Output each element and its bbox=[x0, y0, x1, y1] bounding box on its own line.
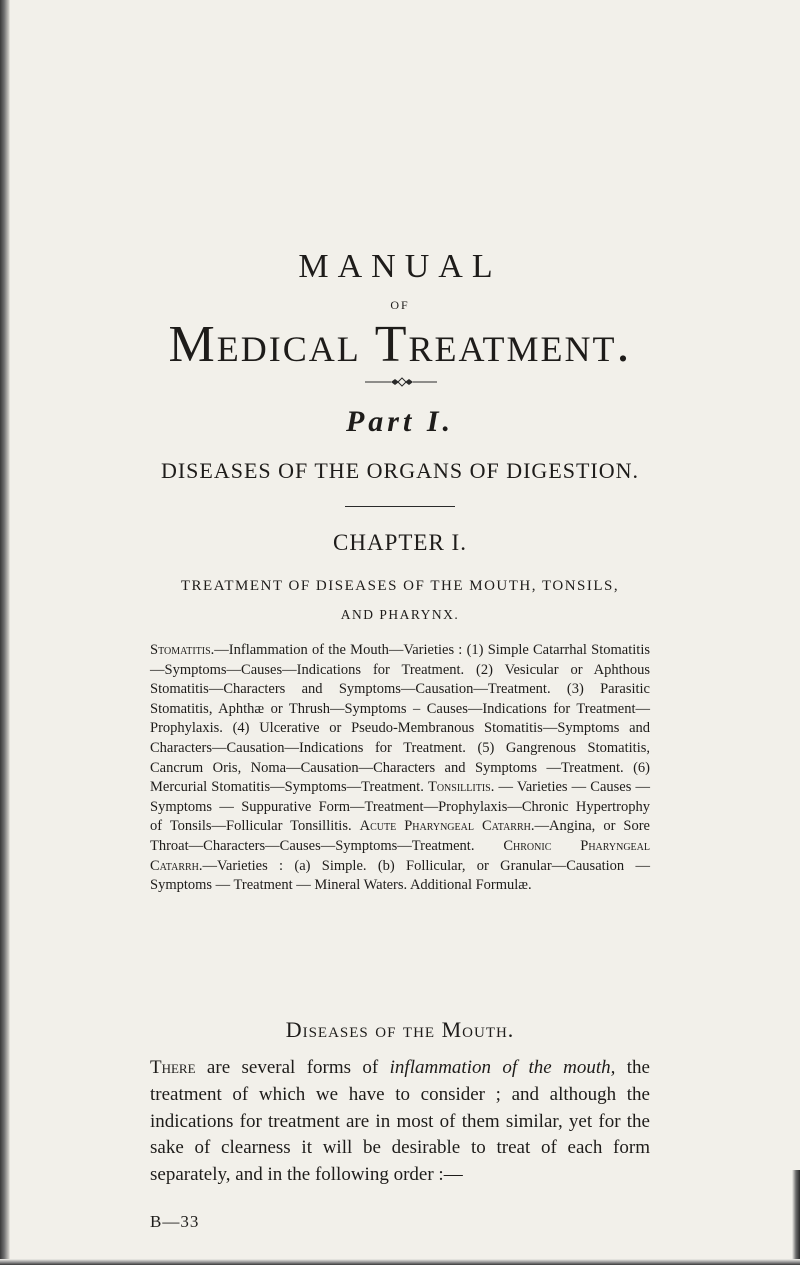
summary-chronic-text: —Varieties : (a) Simple. (b) Follicular, or Granular—Causation — Symptoms — Treatment — Mineral Waters. Additional Formulæ. bbox=[150, 857, 650, 894]
summary-acute-label: Acute Pharyngeal Catarrh. bbox=[359, 818, 535, 835]
chapter-heading: CHAPTER I. bbox=[333, 530, 467, 555]
chapter-subject-line-1: TREATMENT OF DISEASES OF THE MOUTH, TONSILS, bbox=[180, 578, 620, 594]
part-subtitle: DISEASES OF THE ORGANS OF DIGESTION. bbox=[160, 458, 640, 483]
body-paragraph bbox=[150, 1055, 650, 1189]
title-main: Medical Treatment. bbox=[168, 316, 632, 373]
part-heading: Part I. bbox=[345, 405, 454, 438]
summary-chronic-label: Chronic Pharyngeal Catarrh. bbox=[150, 837, 650, 874]
summary-acute-text: —Angina, or Sore Throat—Characters—Causes—Symptoms—Treatment. bbox=[150, 818, 650, 854]
section-heading: Diseases of the Mouth. bbox=[285, 1017, 515, 1042]
body-text-2: the treatment of which we have to consider ; and although the indications for treatment are in most of them similar, yet for the sake of clearness it will be desirable to treat of each form separately, and in the following order :— bbox=[150, 1057, 650, 1186]
chapter-subject-line-2: AND PHARYNX. bbox=[340, 607, 460, 622]
summary-stomatitis-text: —Inflammation of the Mouth—Varieties : (1) Simple Catarrhal Stomatitis—Symptoms—Causes—Indications for Treatment. (2) Vesicular or Aphthous Stomatitis—Characters and Symptoms—Causation—Treatment. (3) Parasitic Stomatitis, Aphthæ or Thrush—Symptoms – Causes—Indications for Treatment—Prophylaxis. (4) Ulcerative or Pseudo-Membranous Stomatitis—Symptoms and Characters—Causation—Indications for Treatment. (5) Gangrenous Stomatitis, Cancrum Oris, Noma—Causation—Characters and Symptoms —Treatment. (6) Mercurial Stomatitis—Symptoms—Treatment. bbox=[150, 642, 650, 796]
chapter-summary bbox=[150, 641, 650, 896]
summary-stomatitis-label: Stomatitis. bbox=[150, 642, 215, 658]
body-text-1: are several forms of bbox=[195, 1057, 390, 1078]
title-manual: MANUAL bbox=[298, 248, 502, 285]
signature-mark: B—33 bbox=[150, 1212, 200, 1231]
body-emphasis: inflammation of the mouth, bbox=[389, 1057, 616, 1078]
body-lead-word: There bbox=[150, 1057, 196, 1078]
ornament-divider-icon bbox=[365, 377, 437, 387]
summary-tonsillitis-text: — Varieties — Causes — Symptoms — Suppurative Form—Treatment—Prophylaxis—Chronic Hypertrophy of Tonsils—Follicular Tonsillitis. bbox=[150, 779, 651, 835]
title-of: OF bbox=[390, 298, 410, 312]
summary-tonsillitis-label: Tonsillitis. bbox=[427, 779, 495, 796]
divider-rule bbox=[345, 506, 455, 507]
